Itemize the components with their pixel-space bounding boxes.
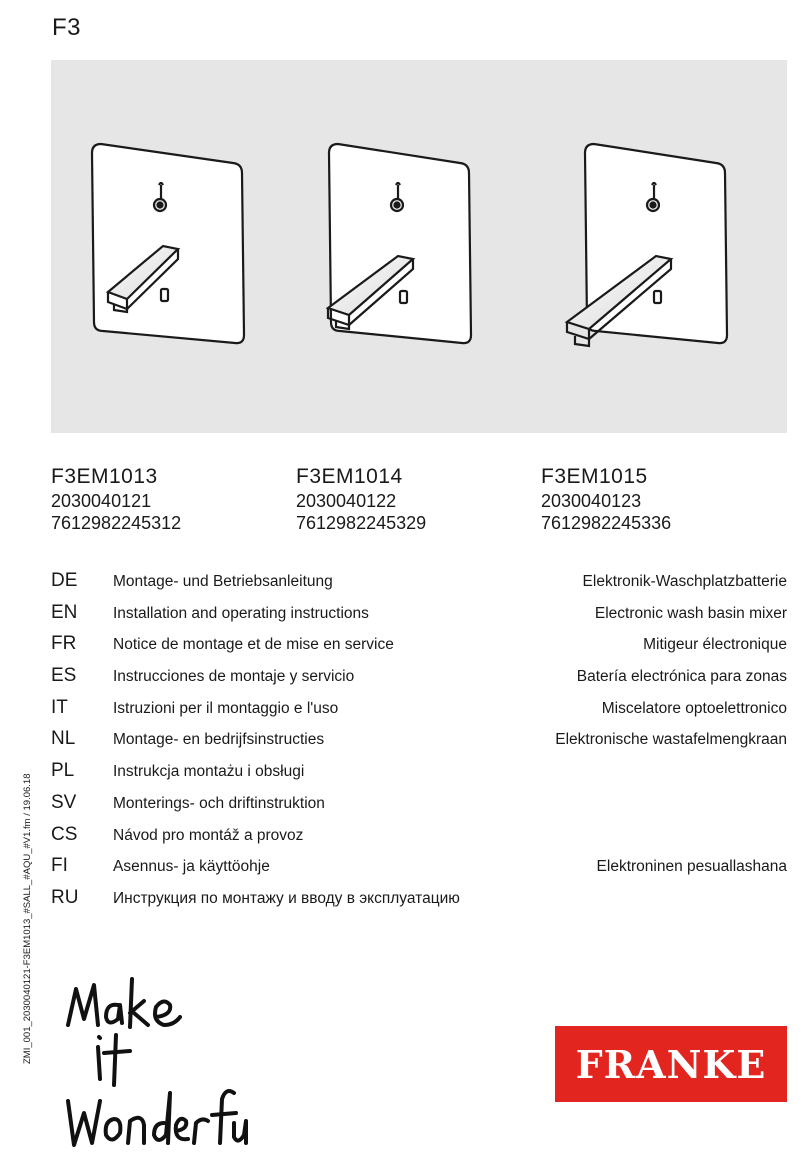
manual-title: Istruzioni per il montaggio e l'uso bbox=[113, 699, 339, 717]
brand-name: FRANKE bbox=[575, 1041, 767, 1087]
product-illustration bbox=[51, 60, 787, 433]
product-variant bbox=[541, 464, 781, 534]
language-code: RU bbox=[51, 886, 79, 908]
product-description: Miscelatore optoelettronico bbox=[601, 699, 787, 717]
language-list bbox=[51, 568, 787, 917]
product-description: Mitigeur électronique bbox=[643, 636, 787, 654]
wall-plate-short-spout-icon bbox=[92, 144, 244, 343]
document-reference: ZMI_001_2030040121-F3EM1013_#SALL_#AQU_#V1.fm / 19.06.18 bbox=[22, 773, 33, 1064]
language-row bbox=[51, 885, 787, 917]
language-code: CS bbox=[51, 823, 78, 845]
wall-plate-medium-spout-icon bbox=[328, 144, 471, 343]
product-description: Elektroninen pesuallashana bbox=[596, 858, 787, 876]
product-variant bbox=[296, 464, 536, 534]
language-row bbox=[51, 600, 787, 632]
language-row bbox=[51, 631, 787, 663]
language-code: SV bbox=[51, 791, 77, 813]
product-variant bbox=[51, 464, 291, 534]
product-variants bbox=[51, 464, 787, 544]
product-model: F3EM1013 bbox=[51, 465, 158, 488]
language-row bbox=[51, 822, 787, 854]
ean-number: 7612982245329 bbox=[296, 513, 427, 533]
language-code: NL bbox=[51, 728, 76, 750]
ean-number: 7612982245336 bbox=[541, 513, 672, 533]
document-title: F3 bbox=[52, 14, 82, 41]
manual-title: Инструкция по монтажу и вводу в эксплуатацию bbox=[113, 889, 460, 907]
make-it-wonderful-slogan bbox=[60, 975, 250, 1160]
language-code: DE bbox=[51, 570, 78, 591]
language-row bbox=[51, 790, 787, 822]
language-row bbox=[51, 695, 787, 727]
article-number: 2030040121 bbox=[51, 491, 152, 511]
language-code: EN bbox=[51, 601, 78, 623]
product-description: Electronic wash basin mixer bbox=[594, 604, 787, 622]
manual-title: Montage- en bedrijfsinstructies bbox=[113, 731, 325, 749]
product-model: F3EM1014 bbox=[296, 465, 403, 488]
article-number: 2030040122 bbox=[296, 491, 397, 511]
product-description: Elektronik-Waschplatzbatterie bbox=[582, 573, 787, 590]
ean-number: 7612982245312 bbox=[51, 513, 182, 533]
language-code: FR bbox=[51, 633, 77, 655]
product-description: Elektronische wastafelmengkraan bbox=[555, 731, 787, 749]
manual-title: Installation and operating instructions bbox=[113, 604, 369, 622]
language-code: PL bbox=[51, 760, 75, 782]
language-code: IT bbox=[51, 696, 68, 718]
manual-title: Notice de montage et de mise en service bbox=[113, 636, 394, 654]
manual-title: Asennus- ja käyttöohje bbox=[113, 858, 270, 876]
language-row bbox=[51, 726, 787, 758]
product-description: Batería electrónica para zonas bbox=[576, 668, 787, 686]
language-row bbox=[51, 568, 787, 600]
language-row bbox=[51, 663, 787, 695]
faucet-illustrations bbox=[51, 60, 787, 433]
language-code: FI bbox=[51, 855, 68, 877]
franke-logo bbox=[555, 1026, 787, 1102]
article-number: 2030040123 bbox=[541, 491, 642, 511]
product-model: F3EM1015 bbox=[541, 465, 648, 488]
manual-title: Montage- und Betriebsanleitung bbox=[113, 573, 333, 590]
wall-plate-long-spout-icon bbox=[567, 144, 727, 346]
language-code: ES bbox=[51, 665, 77, 687]
language-row bbox=[51, 758, 787, 790]
manual-title: Monterings- och driftinstruktion bbox=[113, 794, 325, 812]
manual-title: Instrucciones de montaje y servicio bbox=[113, 668, 355, 686]
language-row bbox=[51, 853, 787, 885]
manual-title: Návod pro montáž a provoz bbox=[113, 826, 304, 844]
handwritten-slogan-icon bbox=[60, 975, 250, 1155]
manual-title: Instrukcja montażu i obsługi bbox=[113, 763, 305, 781]
